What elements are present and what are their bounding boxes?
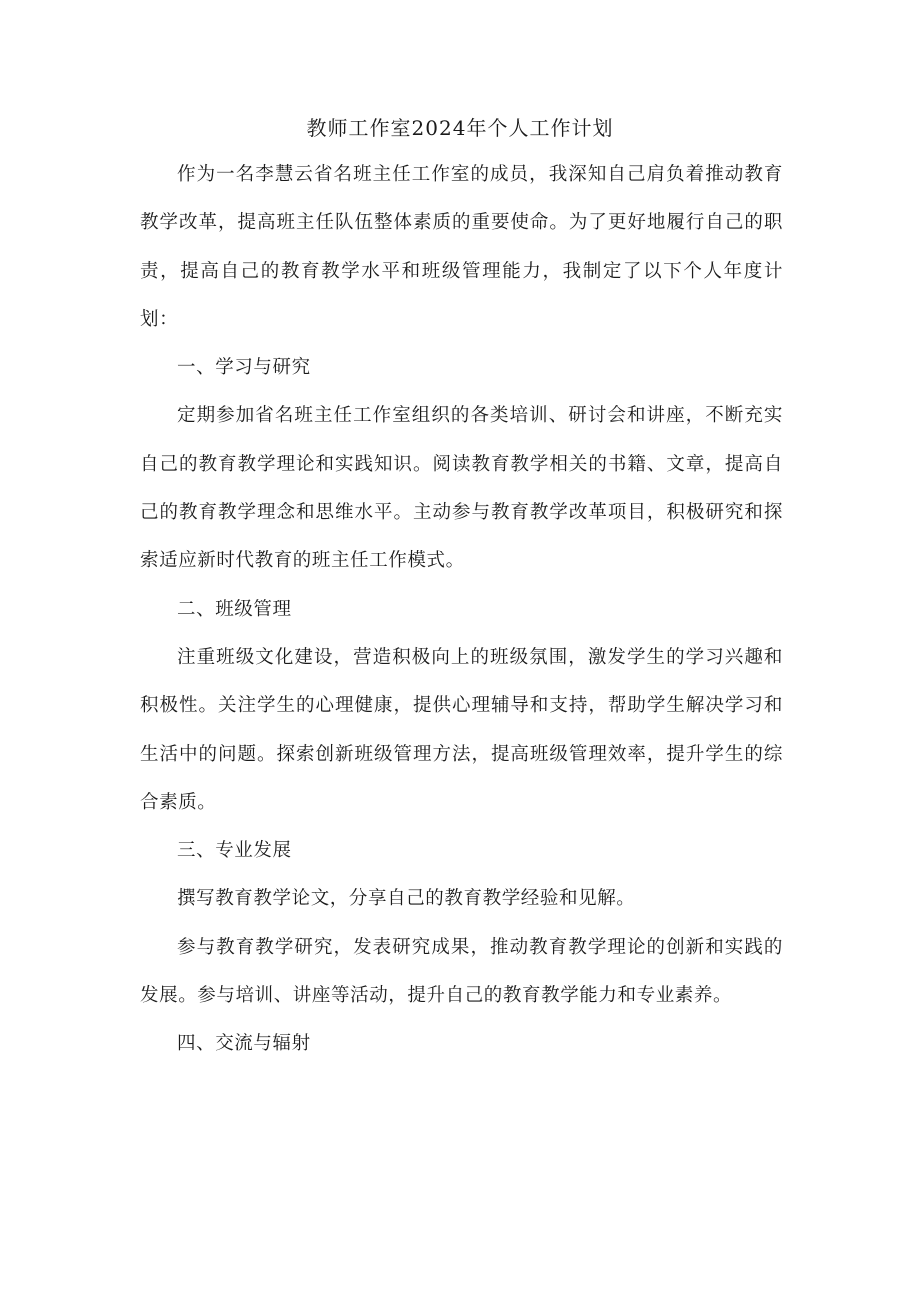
document-body: [140, 151, 783, 1069]
intro-paragraph: 作为一名李慧云省名班主任工作室的成员，我深知自己肩负着推动教育教学改革，提高班主任队伍整体素质的重要使命。为了更好地履行自己的职责，提高自己的教育教学水平和班级管理能力，我制定了以下个人年度计划：: [140, 164, 783, 330]
document-title: 教师工作室2024年个人工作计划: [306, 116, 614, 140]
section-class-management-paragraph: 注重班级文化建设，营造积极向上的班级氛围，激发学生的学习兴趣和积极性。关注学生的心理健康，提供心理辅导和支持，帮助学生解决学习和生活中的问题。探索创新班级管理方法，提高班级管理效率，提升学生的综合素质。: [140, 646, 783, 813]
section-heading-class-management: 二、班级管理: [177, 598, 292, 620]
section-study-paragraph: 定期参加省名班主任工作室组织的各类培训、研讨会和讲座，不断充实自己的教育教学理论和实践知识。阅读教育教学相关的书籍、文章，提高自己的教育教学理念和思维水平。主动参与教育教学改革项目，积极研究和探索适应新时代教育的班主任工作模式。: [140, 405, 783, 572]
section-professional-development-paragraph-2: 参与教育教学研究，发表研究成果，推动教育教学理论的创新和实践的发展。参与培训、讲座等活动，提升自己的教育教学能力和专业素养。: [140, 936, 783, 1007]
section-heading-study: 一、学习与研究: [177, 357, 311, 379]
section-heading-professional-development: 三、专业发展: [177, 840, 292, 862]
section-heading-exchange: 四、交流与辐射: [177, 1033, 311, 1055]
section-professional-development-paragraph-1: 撰写教育教学论文，分享自己的教育教学经验和见解。: [177, 888, 636, 910]
